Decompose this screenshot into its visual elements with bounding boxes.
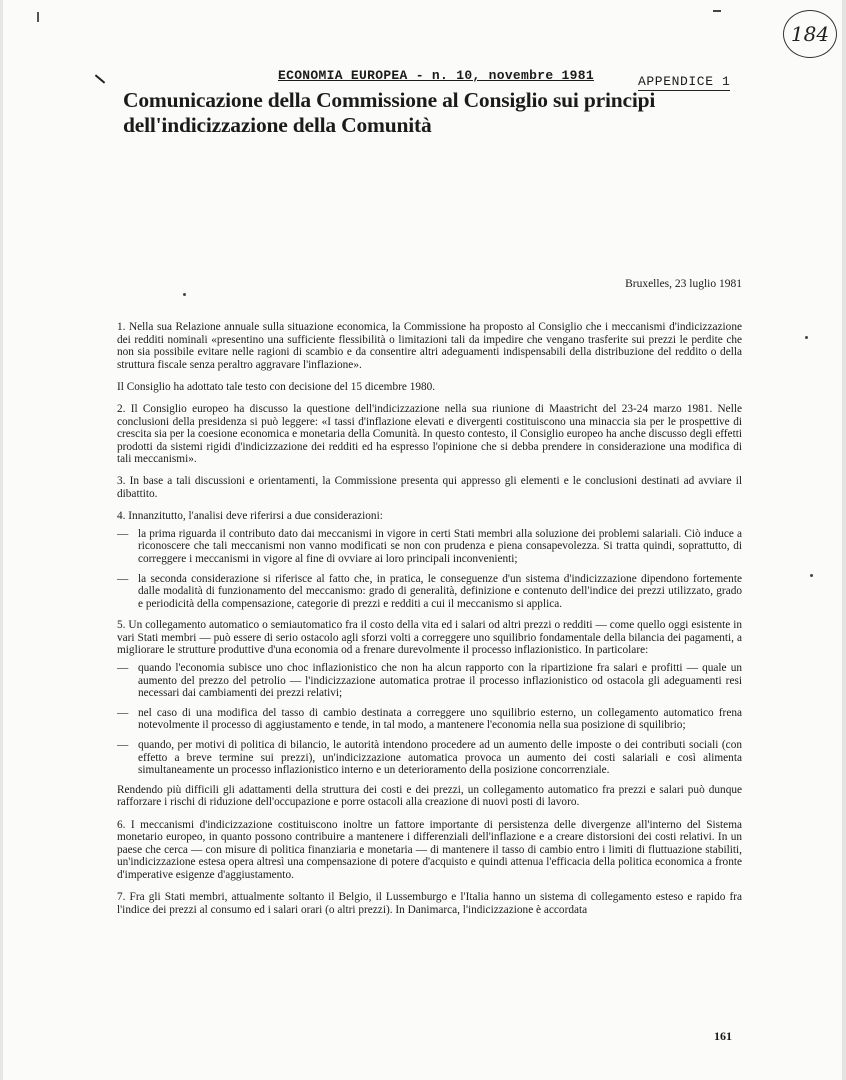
list-item: — la seconda considerazione si riferisce al fatto che, in pratica, le conseguenze d'un sistema d'indicizzazione dipendono fortemente dalle modalità di funzionamento del meccanismo: grado di generalità, definizione e contenuto dell'indice dei prezzi utilizzato, grado e periodicità della compensazione, categorie di prezzi e redditi a cui il meccanismo si applica. (117, 573, 742, 611)
scan-speck (183, 293, 186, 296)
scan-mark (713, 10, 721, 12)
paragraph-7: 7. Fra gli Stati membri, attualmente soltanto il Belgio, il Lussemburgo e l'Italia hanno un sistema di collegamento esteso e rapido fra l'indice dei prezzi al consumo ed i salari orari (o altri prezzi). In Danimarca, l'indicizzazione è accordata (117, 890, 742, 916)
scan-speck (810, 574, 813, 577)
paragraph-5-list (117, 662, 742, 777)
place-date: Bruxelles, 23 luglio 1981 (625, 278, 742, 290)
paragraph-2: 2. Il Consiglio europeo ha discusso la questione dell'indicizzazione nella sua riunione di Maastricht del 23-24 marzo 1981. Nelle conclusioni della presidenza si può leggere: «I tassi d'inflazione elevati e divergenti costituiscono una minaccia sia per le prospettive di crescita sia per la coesione economica e monetaria della Comunità. In questo contesto, il Consiglio europeo ha anche discusso degli effetti prodotti da sistemi rigidi d'indicizzazione dei redditi ed ha espresso l'opinione che si debba prendere in considerazione una modifica di tali meccanismi». (117, 402, 742, 466)
publication-header: ECONOMIA EUROPEA - n. 10, novembre 1981 (278, 68, 594, 83)
paragraph-4-list (117, 528, 742, 611)
scan-mark (95, 74, 105, 83)
page-number: 161 (714, 1029, 732, 1043)
paragraph-6: 6. I meccanismi d'indicizzazione costituiscono inoltre un fattore importante di persistenza delle divergenze all'interno del Sistema monetario europeo, in quanto possono contribuire a mantenere i differenziali dell'inflazione e a creare distorsioni dei costi relativi. In un paese che cerca — con misure di politica finanziaria e monetaria — di mantenere il tasso di cambio entro i limiti di fluttuazione stabiliti, un'indicizzazione estesa opera altresì una compensazione di potere d'acquisto e quindi attenua l'efficacia della politica economica a fronte d'imperative esigenze d'aggiustamento. (117, 818, 742, 881)
document-body (117, 321, 742, 926)
scan-edge-right (842, 0, 846, 1080)
paragraph-3: 3. In base a tali discussioni e orientamenti, la Commissione presenta qui appresso gli elementi e le conclusioni destinati ad avviare il dibattito. (117, 475, 742, 501)
paragraph-5b: Rendendo più difficili gli adattamenti della struttura dei costi e dei prezzi, un collegamento automatico fra prezzi e salari può dunque rafforzare i rischi di riduzione dell'occupazione e porre ostacoli alla creazione di nuovi posti di lavoro. (117, 783, 742, 809)
paragraph-5: 5. Un collegamento automatico o semiautomatico fra il costo della vita ed i salari od altri prezzi o redditi — come quello oggi esistente in vari Stati membri — può essere di serio ostacolo agli sforzi volti a correggere uno squilibrio fondamentale della bilancia dei pagamenti, a migliorare le strutture produttive d'una economia od a frenare durevolmente il processo inflazionistico. In particolare: (117, 619, 742, 657)
paragraph-1b: Il Consiglio ha adottato tale testo con decisione del 15 dicembre 1980. (117, 380, 436, 393)
handwritten-page-stamp: 184 (783, 10, 837, 58)
paragraph-1: 1. Nella sua Relazione annuale sulla situazione economica, la Commissione ha proposto al Consiglio che i meccanismi d'indicizzazione dei redditi nominali «presentino una sufficiente flessibilità o limitazioni tali da impedire che vengano trasferite sui prezzi le perdite che non sia possibile evitare nelle ragioni di scambio e da consentire altri adeguamenti indispensabili della distribuzione del reddito o della struttura fiscale senza peraltro aggravare l'inflazione». (117, 321, 742, 371)
document-title: Comunicazione della Commissione al Consiglio sui principi dell'indicizzazione della Comunità (123, 88, 656, 137)
scan-edge-left (0, 0, 3, 1080)
appendix-label: APPENDICE 1 (638, 74, 731, 89)
scan-speck (805, 336, 808, 339)
list-item: — la prima riguarda il contributo dato dai meccanismi in vigore in certi Stati membri alla soluzione dei problemi salariali. Ciò induce a riconoscere che tali meccanismi non vanno modificati se non con prudenza e piena consapevolezza. Si tratta quindi, soprattutto, di correggere i meccanismi in vigore al fine di ovviare ai loro principali inconvenienti; (117, 528, 742, 566)
list-item: — quando, per motivi di politica di bilancio, le autorità intendono procedere ad un aumento delle imposte o dei contributi sociali (con effetto a breve termine sui prezzi), un'indicizzazione automatica provoca un aumento dei costi salariali e così alimenta simultaneamente un processo inflazionistico interno e un deterioramento della posizione concorrenziale. (117, 739, 742, 777)
scan-mark (37, 12, 39, 22)
paragraph-4: 4. Innanzitutto, l'analisi deve riferirsi a due considerazioni: (117, 510, 383, 523)
list-item: — nel caso di una modifica del tasso di cambio destinata a correggere uno squilibrio esterno, un collegamento automatico frena notevolmente il processo di aggiustamento e tende, in tal modo, a mantenere l'economia nella sua posizione di squilibrio; (117, 707, 742, 732)
list-item: — quando l'economia subisce uno choc inflazionistico che non ha alcun rapporto con la ripartizione fra salari e profitti — quale un aumento del prezzo del petrolio — l'indicizzazione automatica protrae il processo inflazionistico od ostacola gli adeguamenti resi necessari dai cambiamenti dei prezzi relativi; (117, 662, 742, 700)
